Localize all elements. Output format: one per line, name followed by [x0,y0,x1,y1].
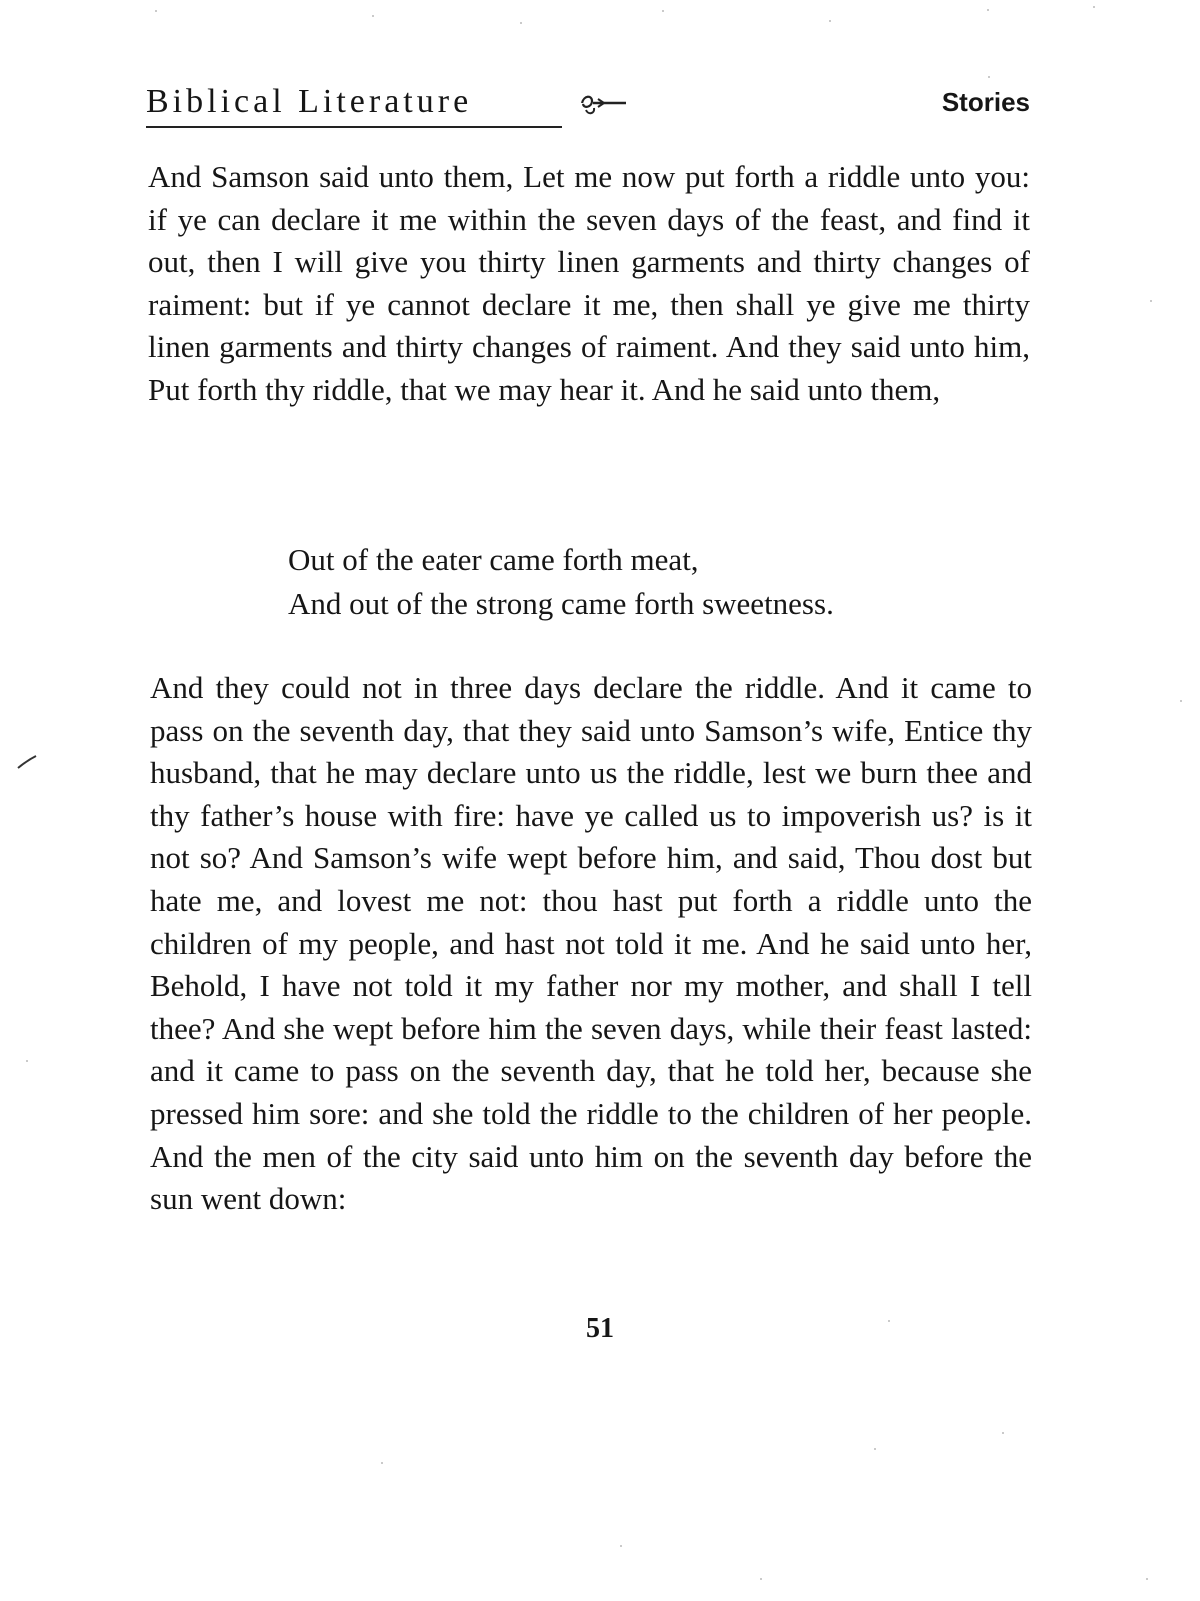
paper-speck [662,10,664,12]
paper-speck [1002,1432,1004,1434]
paper-speck [874,1448,876,1450]
paper-speck [1146,1578,1148,1580]
paper-speck [829,20,831,22]
paragraph: And they could not in three days declare the riddle. And it came to pass on the seventh day, that they said unto Samson’s wife, Entice thy husband, that he may declare unto us the riddle, lest we burn thee and thy father’s house with fire: have ye called us to impoverish us? is it not so? And Samson’s wife wept before him, and said, Thou dost but hate me, and lovest me not: thou hast put forth a riddle unto the children of my people, and hast not told it me. And he said unto her, Behold, I have not told it my father nor my mother, and shall I tell thee? And she wept before him the seven days, while their feast lasted: and it came to pass on the seventh day, that he told her, because she pressed him sore: and she told the riddle to the children of her people. And the men of the city said unto him on the seventh day before the sun went down: [150,670,1032,1217]
page-number: 51 [586,1313,614,1344]
paper-speck [988,76,990,78]
paragraph: And Samson said unto them, Let me now put forth a riddle unto you: if ye can declare it me within the seven days of the feast, and find it out, then I will give you thirty linen garments and thirty changes of raiment: but if ye cannot declare it me, then shall ye give me thirty linen garments and thirty changes of raiment. And they said unto him, Put forth thy riddle, that we may hear it. And he said unto them, [148,159,1030,407]
paper-speck [1093,6,1095,8]
paper-speck [1180,700,1182,702]
hand-flourish-icon [578,88,630,118]
running-title: Biblical Literature [146,83,473,120]
paper-speck [888,1320,890,1322]
paper-speck [26,1060,28,1062]
paper-speck [372,15,374,17]
paper-speck [520,22,522,24]
paper-speck [1150,300,1152,302]
paper-speck [620,1545,622,1547]
paper-speck [155,10,157,12]
paper-speck [381,1462,383,1464]
paper-speck [760,1578,762,1580]
verse-line-2: And out of the strong came forth sweetness. [288,586,834,621]
running-head [146,80,562,128]
pencil-tick-mark [16,754,38,770]
verse-line-1: Out of the eater came forth meat, [288,542,699,577]
section-label: Stories [941,87,1030,117]
paper-speck [987,9,989,11]
riddle-verse [288,538,1008,626]
